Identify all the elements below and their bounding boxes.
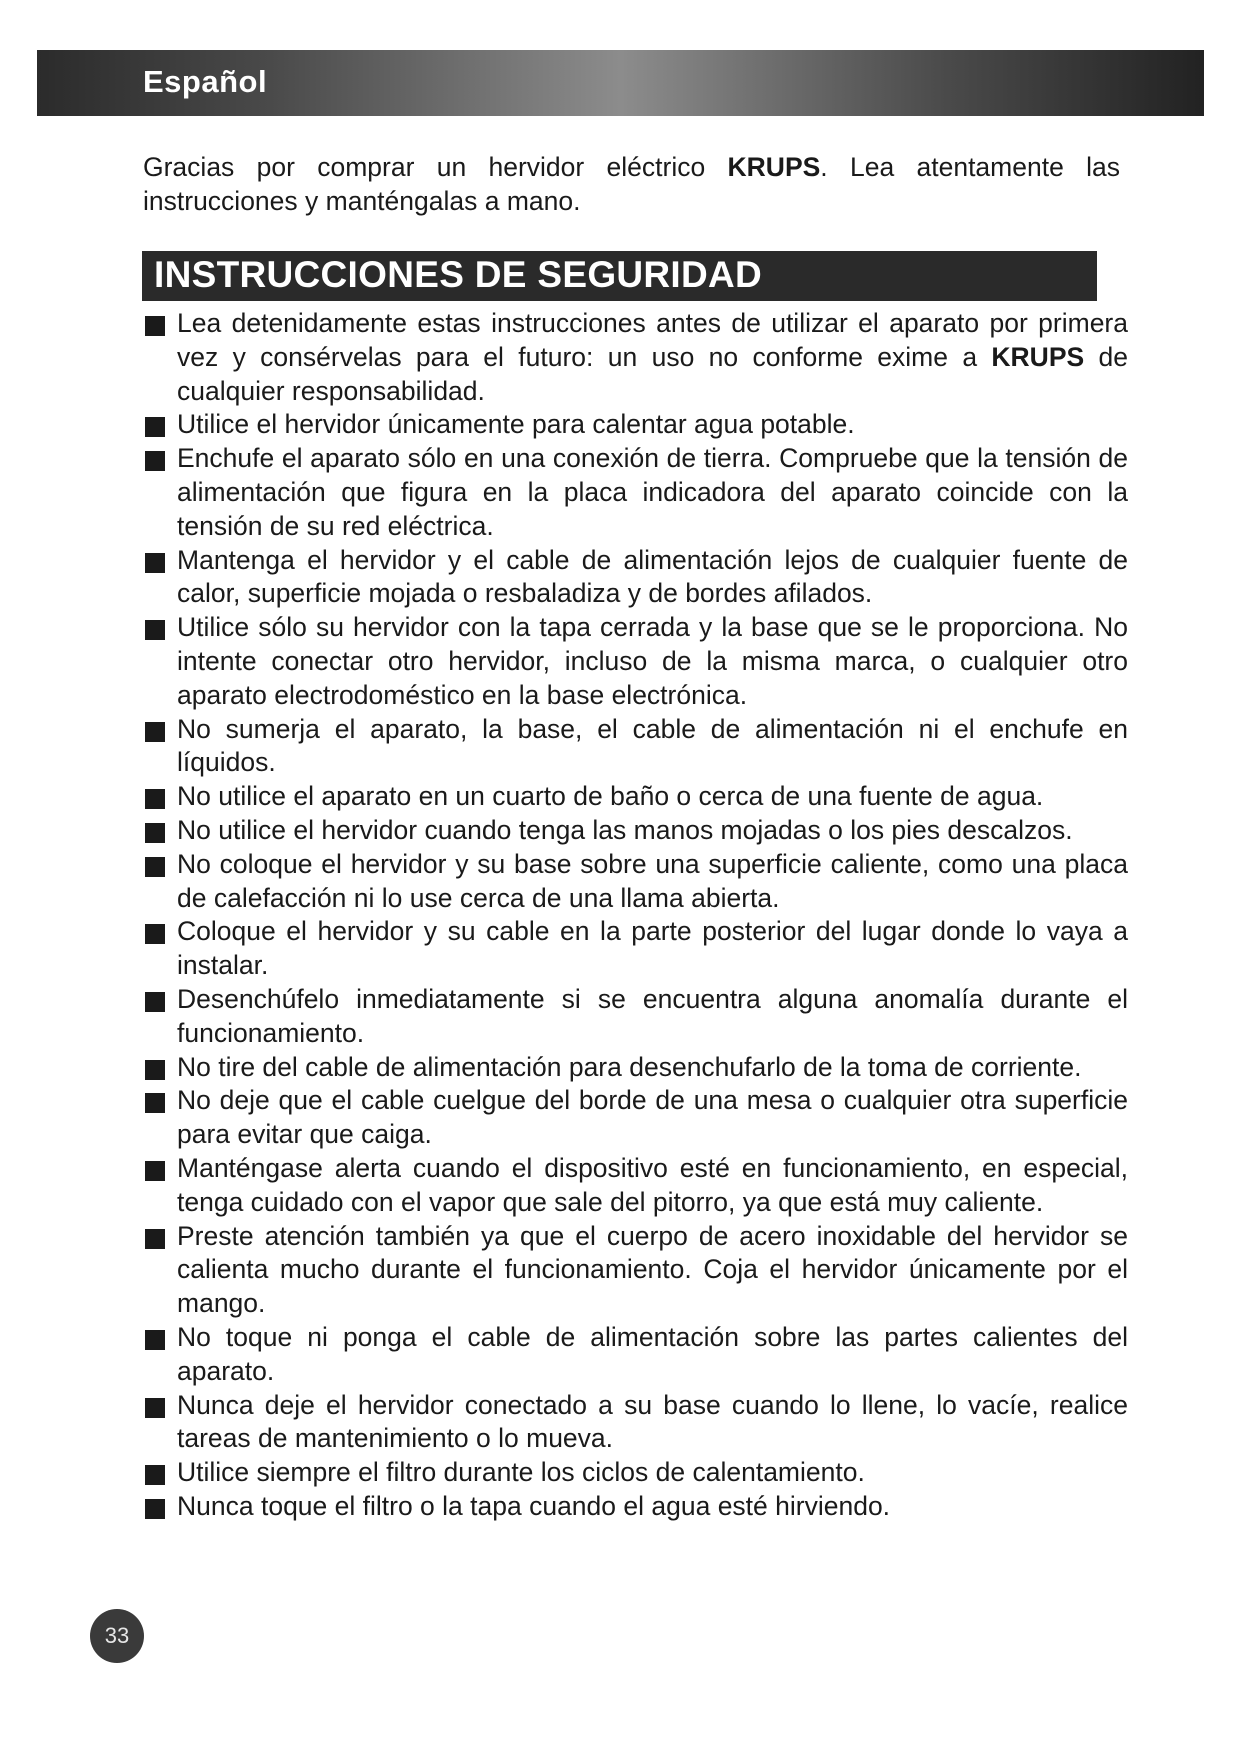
square-bullet-icon (145, 1060, 165, 1080)
square-bullet-icon (145, 1398, 165, 1418)
list-item-text-end: de cualquier responsabilidad. (177, 341, 1128, 406)
list-item-text: Utilice el hervidor únicamente para calentar agua potable. (177, 409, 855, 440)
intro-brand: KRUPS (727, 152, 821, 182)
list-item-text: Manténgase alerta cuando el dispositivo esté en funcionamiento, en especial, tenga cuidado con el vapor que sale del pitorro, ya que está muy caliente. (177, 1152, 1128, 1217)
list-item (143, 983, 1128, 1051)
page-number-badge: 33 (90, 1609, 144, 1663)
square-bullet-icon (145, 789, 165, 809)
square-bullet-icon (145, 1229, 165, 1249)
square-bullet-icon (145, 1161, 165, 1181)
list-item-text: Utilice siempre el filtro durante los ciclos de calentamiento. (177, 1457, 865, 1488)
square-bullet-icon (145, 992, 165, 1012)
list-item-brand: KRUPS (991, 341, 1085, 372)
list-item-text: No toque ni ponga el cable de alimentación sobre las partes calientes del aparato. (177, 1321, 1128, 1386)
square-bullet-icon (145, 1499, 165, 1519)
list-item (143, 544, 1128, 612)
list-item-text: No utilice el hervidor cuando tenga las manos mojadas o los pies descalzos. (177, 814, 1073, 845)
list-item-text: No deje que el cable cuelgue del borde de una mesa o cualquier otra superficie para evitar que caiga. (177, 1085, 1128, 1150)
list-item (143, 713, 1128, 781)
language-title: Español (143, 64, 268, 99)
list-item-text: No utilice el aparato en un cuarto de baño o cerca de una fuente de agua. (177, 781, 1044, 812)
square-bullet-icon (145, 924, 165, 944)
list-item-text: Nunca deje el hervidor conectado a su base cuando lo llene, lo vacíe, realice tareas de mantenimiento o lo mueva. (177, 1389, 1128, 1454)
square-bullet-icon (145, 857, 165, 877)
list-item (143, 1490, 1128, 1524)
list-item-text: Utilice sólo su hervidor con la tapa cerrada y la base que se le proporciona. No intente conectar otro hervidor, incluso de la misma marca, o cualquier otro aparato electrodoméstico en la base electrónica. (177, 612, 1128, 710)
list-item (143, 307, 1128, 408)
list-item (143, 780, 1128, 814)
list-item-text: No coloque el hervidor y su base sobre una superficie caliente, como una placa de calefacción ni lo use cerca de una llama abierta. (177, 848, 1128, 913)
square-bullet-icon (145, 1330, 165, 1350)
square-bullet-icon (145, 722, 165, 742)
list-item-text: Lea detenidamente estas instrucciones antes de utilizar el aparato por primera vez y consérvelas para el futuro: un uso no conforme exime a (177, 308, 1128, 372)
list-item (143, 848, 1128, 916)
safety-instructions-list (143, 307, 1128, 1524)
intro-paragraph (143, 150, 1120, 218)
square-bullet-icon (145, 316, 165, 336)
list-item (143, 1084, 1128, 1152)
list-item (143, 1152, 1128, 1220)
list-item (143, 814, 1128, 848)
list-item-text: Nunca toque el filtro o la tapa cuando el agua esté hirviendo. (177, 1490, 891, 1521)
list-item (143, 1051, 1128, 1085)
list-item-text: No tire del cable de alimentación para desenchufarlo de la toma de corriente. (177, 1051, 1082, 1082)
list-item-text: Mantenga el hervidor y el cable de alimentación lejos de cualquier fuente de calor, superficie mojada o resbaladiza y de bordes afilados. (177, 544, 1128, 609)
list-item-text: Desenchúfelo inmediatamente si se encuentra alguna anomalía durante el funcionamiento. (177, 983, 1128, 1048)
list-item-text: No sumerja el aparato, la base, el cable de alimentación ni el enchufe en líquidos. (177, 713, 1128, 778)
list-item (143, 1389, 1128, 1457)
language-header-bar (37, 50, 1204, 116)
square-bullet-icon (145, 1093, 165, 1113)
list-item (143, 915, 1128, 983)
section-header (142, 251, 1097, 301)
list-item (143, 408, 1128, 442)
list-item (143, 1456, 1128, 1490)
list-item (143, 611, 1128, 712)
square-bullet-icon (145, 823, 165, 843)
list-item (143, 1321, 1128, 1389)
square-bullet-icon (145, 620, 165, 640)
square-bullet-icon (145, 451, 165, 471)
square-bullet-icon (145, 417, 165, 437)
list-item-text: Preste atención también ya que el cuerpo de acero inoxidable del hervidor se calienta mucho durante el funcionamiento. Coja el hervidor únicamente por el mango. (177, 1220, 1128, 1319)
list-item (143, 442, 1128, 543)
intro-text-end: . Lea atentamente las instrucciones y manténgalas a mano. (143, 152, 1120, 216)
section-title: INSTRUCCIONES DE SEGURIDAD (154, 254, 763, 295)
square-bullet-icon (145, 1465, 165, 1485)
square-bullet-icon (145, 553, 165, 573)
intro-text-start: Gracias por comprar un hervidor eléctrico (143, 152, 728, 182)
list-item-text: Enchufe el aparato sólo en una conexión de tierra. Compruebe que la tensión de alimentación que figura en la placa indicadora del aparato coincide con la tensión de su red eléctrica. (177, 443, 1128, 541)
list-item (143, 1220, 1128, 1321)
list-item-text: Coloque el hervidor y su cable en la parte posterior del lugar donde lo vaya a instalar. (177, 916, 1128, 981)
